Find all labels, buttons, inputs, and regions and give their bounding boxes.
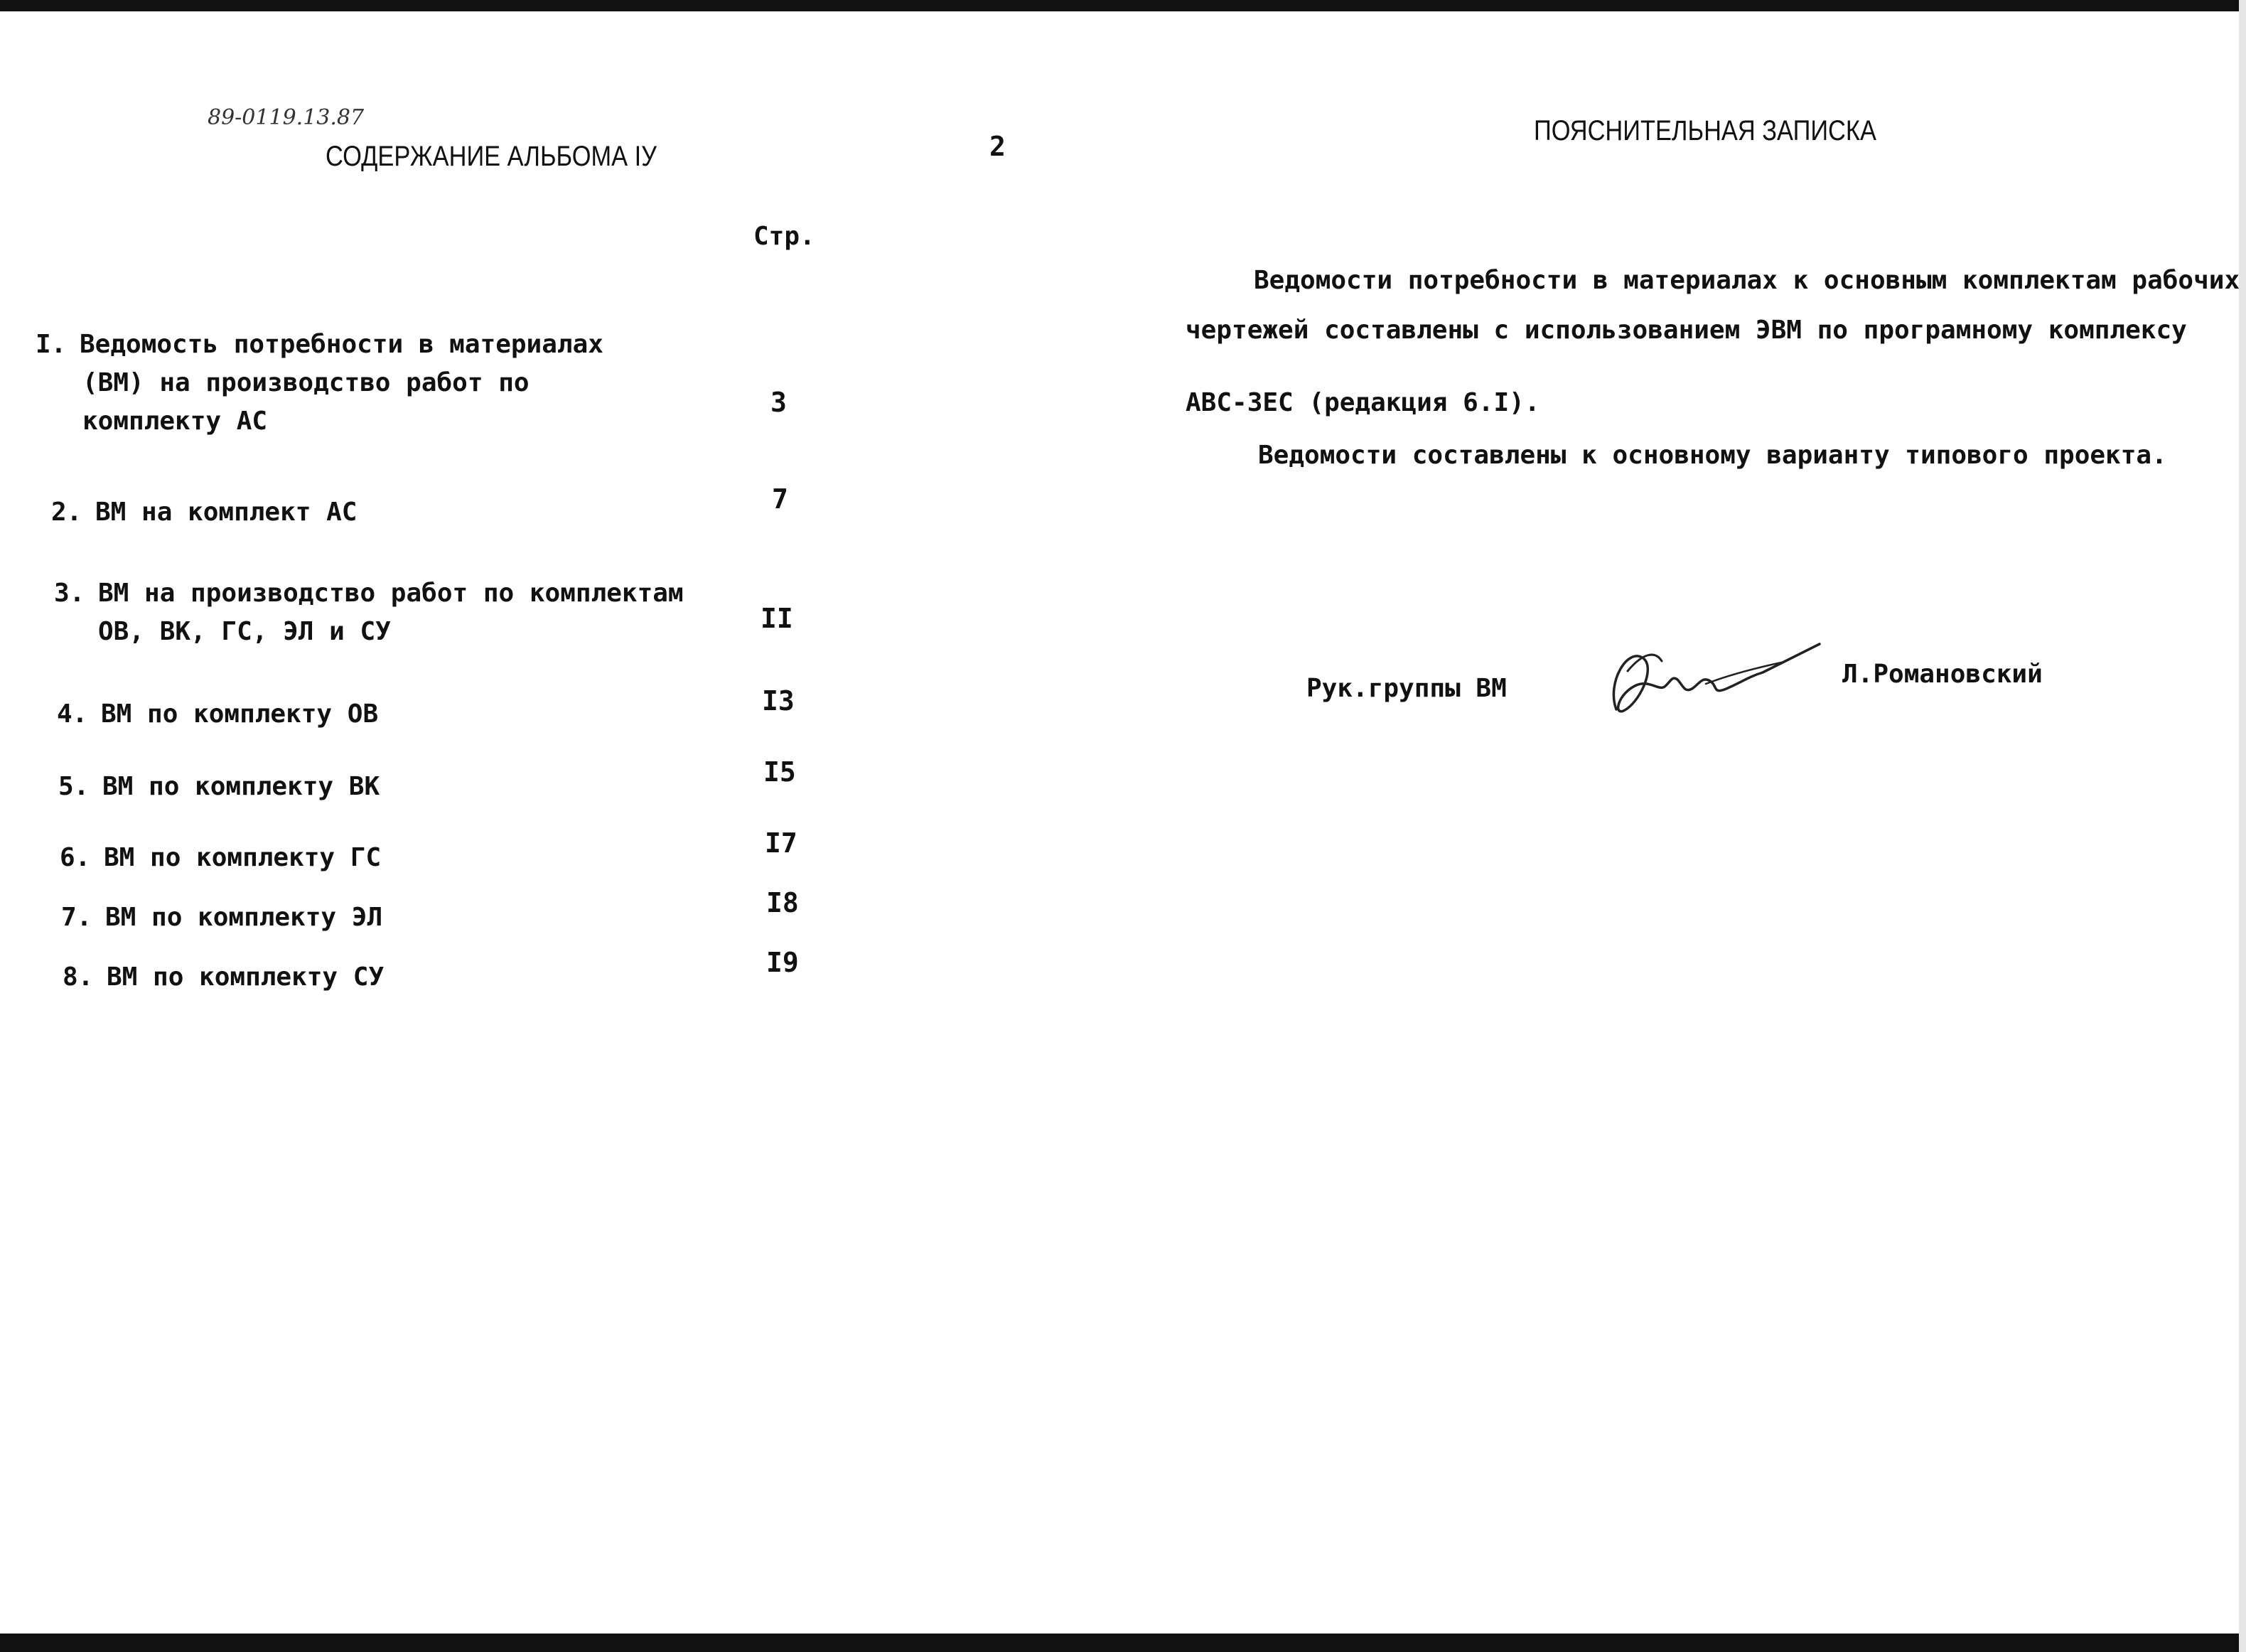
signature-role: Рук.группы ВМ xyxy=(1306,674,1507,703)
contents-item xyxy=(54,574,684,651)
item-number: I. xyxy=(36,330,67,359)
contents-item xyxy=(60,839,381,877)
item-number: 8. xyxy=(63,962,94,992)
scan-border-right xyxy=(2239,0,2246,1652)
contents-item xyxy=(58,768,380,806)
item-number: 2. xyxy=(51,498,82,527)
item-page: I7 xyxy=(765,827,797,859)
item-text: Ведомость потребности в материалах xyxy=(80,330,603,359)
note-paragraph-line: АВС-ЗЕС (редакция 6.I). xyxy=(1186,388,1540,417)
item-page: II xyxy=(761,603,793,634)
note-title: ПОЯСНИТЕЛЬНАЯ ЗАПИСКА xyxy=(1534,115,1876,146)
contents-item xyxy=(61,899,382,937)
note-paragraph-line: Ведомости потребности в материалах к основным комплектам рабочих xyxy=(1254,266,2240,295)
contents-item xyxy=(51,493,357,532)
contents-item xyxy=(36,326,603,441)
contents-item xyxy=(57,695,378,734)
item-page: I5 xyxy=(763,756,796,788)
item-text: ВМ по комплекту СУ xyxy=(107,962,385,992)
item-text: ВМ по комплекту ГС xyxy=(104,843,382,872)
item-text: (ВМ) на производство работ по xyxy=(82,368,530,397)
handwritten-signature xyxy=(1599,626,1827,725)
item-text: ВМ по комплекту ЭЛ xyxy=(105,903,383,932)
item-number: 6. xyxy=(60,843,91,872)
item-number: 5. xyxy=(58,772,90,801)
item-number: 3. xyxy=(54,579,85,608)
scan-border-bottom xyxy=(0,1634,2246,1652)
item-text: ОВ, ВК, ГС, ЭЛ и СУ xyxy=(98,617,391,646)
contents-item xyxy=(63,958,384,997)
signature-name: Л.Романовский xyxy=(1842,660,2043,689)
scan-border-top xyxy=(0,0,2246,11)
page-column-label: Стр. xyxy=(753,222,815,251)
item-number: 7. xyxy=(61,903,92,932)
item-page: 3 xyxy=(770,387,787,418)
item-page: I9 xyxy=(766,947,799,978)
page-number: 2 xyxy=(989,131,1006,162)
contents-title: СОДЕРЖАНИЕ АЛЬБОМА IУ xyxy=(326,141,657,172)
item-text: ВМ по комплекту ОВ xyxy=(101,699,379,729)
note-paragraph-line: чертежей составлены с использованием ЭВМ по програмному комплексу xyxy=(1186,316,2187,345)
item-text: комплекту АС xyxy=(82,407,268,436)
item-page: I3 xyxy=(762,685,795,717)
item-text: ВМ по комплекту ВК xyxy=(102,772,380,801)
item-text: ВМ на комплект АС xyxy=(95,498,358,527)
item-page: 7 xyxy=(772,483,788,515)
item-page: I8 xyxy=(766,887,799,918)
archive-code: 89-0119.13.87 xyxy=(208,105,365,130)
item-number: 4. xyxy=(57,699,88,729)
note-paragraph: Ведомости составлены к основному варианту типового проекта. xyxy=(1258,441,2167,470)
item-text: ВМ на производство работ по комплектам xyxy=(98,579,684,608)
